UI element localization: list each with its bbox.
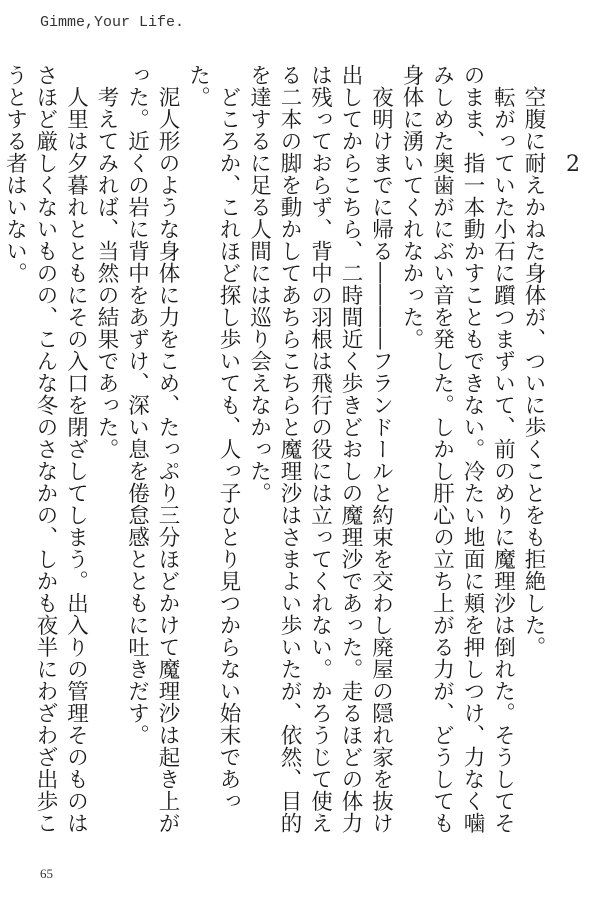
- running-head: Gimme,Your Life.: [40, 14, 185, 31]
- paragraph: 泥人形のような身体に力をこめ、たっぷり三分ほどかけて魔理沙は起き上がった。近くの岩に背中をあずけ、深い息を倦怠感とともに吐きだす。: [124, 64, 180, 834]
- body-text: [2, 64, 548, 854]
- paragraph: 夜明けまでに帰る――――フランドールと約束を交わし廃屋の隠れ家を抜け出してからこちら、二時間近く歩きどおしの魔理沙であった。走るほどの体力は残っておらず、背中の羽根は飛行の役には立ってくれない。かろうじて使える二本の脚を動かしてあちらこちらと魔理沙はさまよい歩いたが、依然、目的を達するに足る人間には巡り会えなかった。: [246, 64, 394, 834]
- paragraph: 転がっていた小石に躓つまずいて、前のめりに魔理沙は倒れた。そうしてそのまま、指一本動かすこともできない。冷たい地面に頬を押しつけ、力なく噛みしめた奥歯がにぶい音を発した。しかし肝心の立ち上がる力が、どうしても身体に湧いてくれなかった。: [399, 64, 516, 834]
- chapter-number: 2: [566, 152, 580, 177]
- paragraph: どころか、これほど探し歩いても、人っ子ひとり見つからない始末であった。: [185, 64, 241, 812]
- paragraph: 考えてみれば、当然の結果であった。: [94, 85, 119, 460]
- paragraph: 空腹に耐えかねた身体が、ついに歩くことをも拒絶した。: [521, 85, 546, 658]
- paragraph: 人里は夕暮れとともにその入口を閉ざしてしまう。出入りの管理そのものはさほど厳しくないものの、こんな冬のさなかの、しかも夜半にわざわざ出歩こうとする者はいない。: [2, 64, 89, 834]
- page-number: 65: [40, 866, 53, 881]
